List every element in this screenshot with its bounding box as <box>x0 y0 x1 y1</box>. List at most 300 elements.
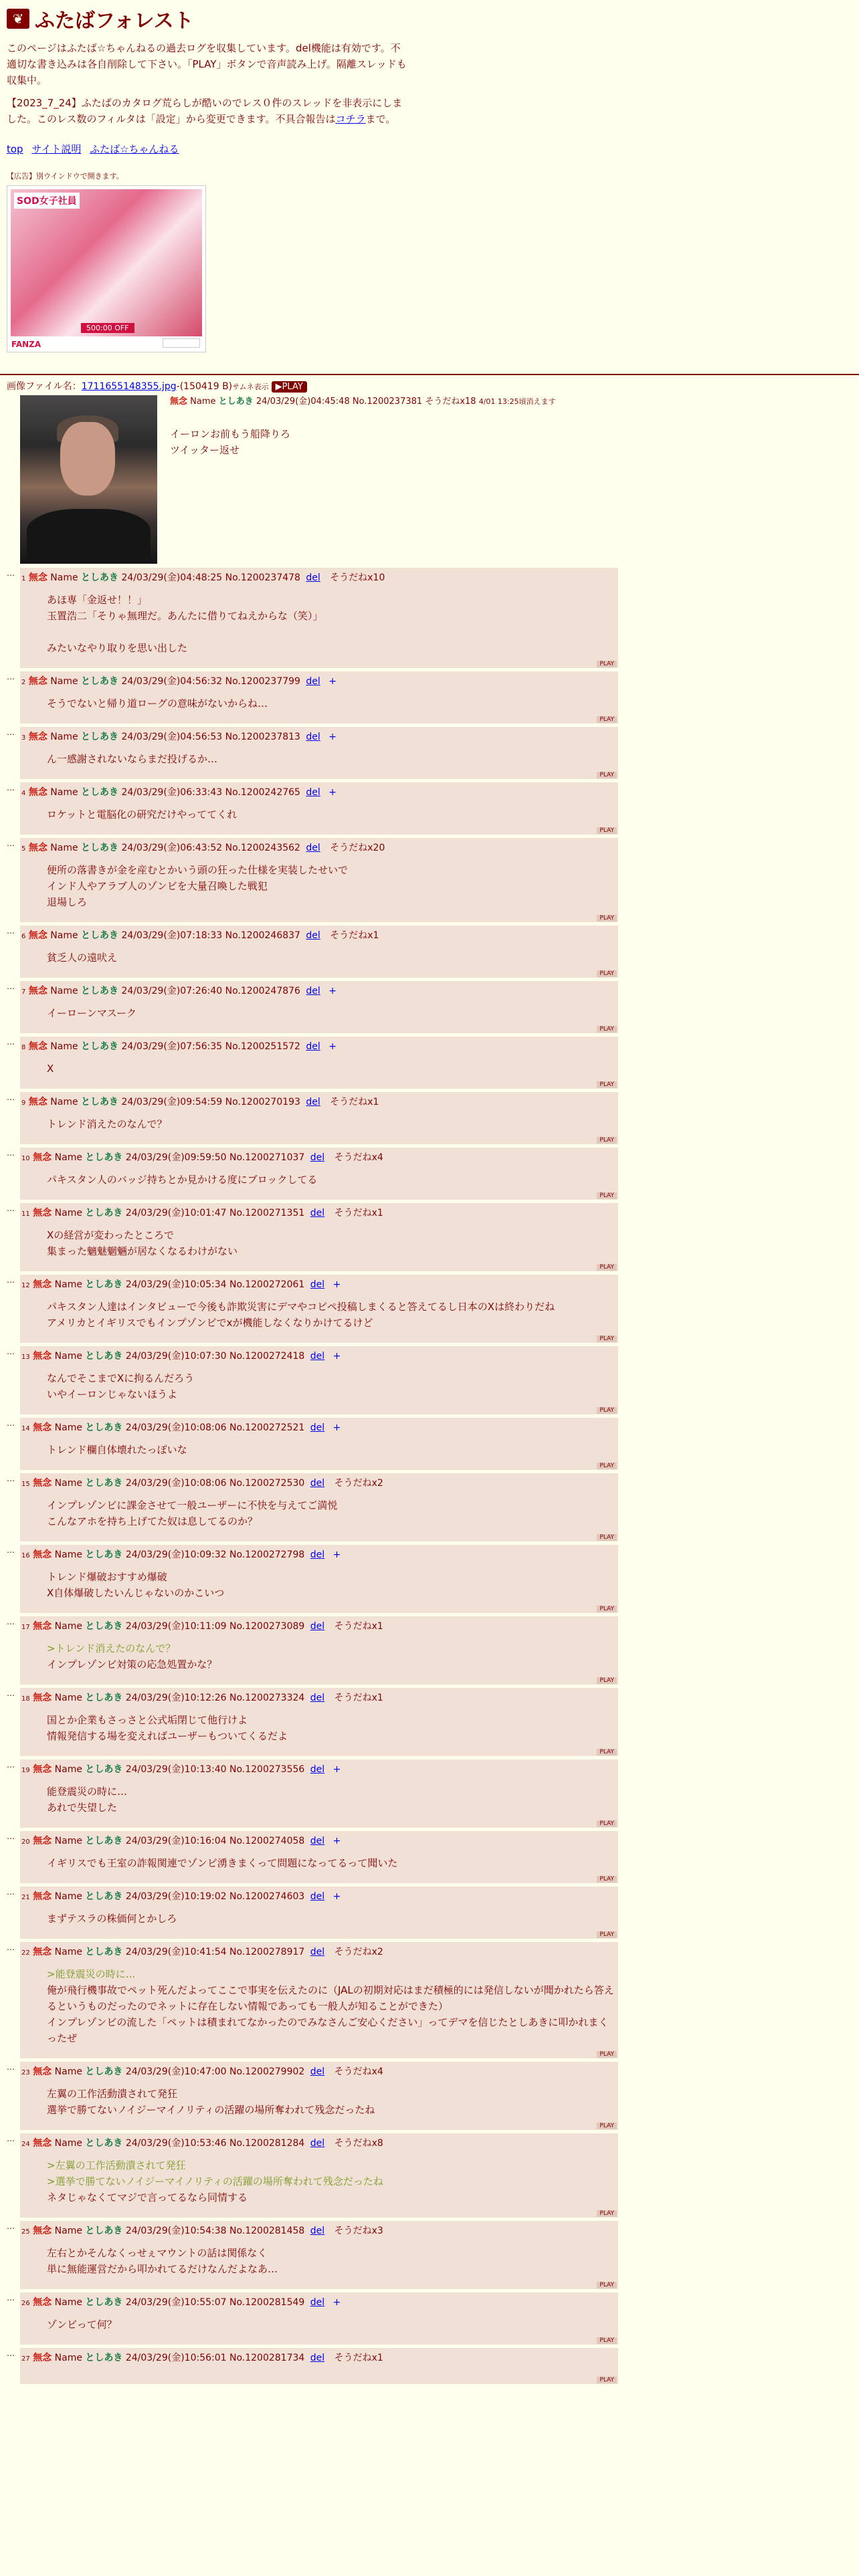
play-button[interactable]: PLAY <box>597 1749 617 1755</box>
del-link[interactable]: del <box>310 1208 325 1218</box>
reply-post <box>7 1688 859 1759</box>
reply-dots: … <box>7 1275 15 1285</box>
reply-no[interactable]: No.1200237799 <box>225 676 300 687</box>
op-post <box>0 393 859 568</box>
reply-body <box>20 2309 618 2345</box>
reply-post <box>7 1831 859 1887</box>
reply-no[interactable]: No.1200272798 <box>229 1549 305 1560</box>
reply-no[interactable]: No.1200272418 <box>229 1351 305 1362</box>
spacer <box>47 1871 618 1883</box>
reply-cell <box>20 1831 618 1883</box>
play-button[interactable]: PLAY <box>597 827 617 834</box>
del-link[interactable]: del <box>310 1351 325 1362</box>
reply-number: 3 <box>21 734 26 742</box>
play-button[interactable]: PLAY <box>597 1677 617 1684</box>
del-link[interactable]: del <box>306 1097 320 1107</box>
body-line: イーローンマスーク <box>47 1007 136 1019</box>
reply-header <box>20 1887 618 1903</box>
play-button[interactable]: PLAY <box>597 970 617 977</box>
body-line: インプレゾンビ対策の応急処置かな？ <box>47 1658 217 1671</box>
reply-no[interactable]: No.1200281458 <box>229 2226 305 2236</box>
ad-image[interactable] <box>11 189 202 336</box>
divider <box>0 374 859 375</box>
op-body <box>170 426 290 458</box>
body-line: インプレゾンビに課金させて一般ユーザーに不快を与えてご満悦 <box>47 1499 338 1511</box>
ad-fanza-logo: FANZA <box>11 340 41 349</box>
spacer <box>47 2333 618 2345</box>
soudane-count[interactable]: そうだねx3 <box>334 2226 383 2236</box>
reply-number: 27 <box>21 2355 30 2363</box>
reply-name: としあき <box>85 1478 123 1489</box>
play-button[interactable]: PLAY <box>597 716 617 723</box>
soudane-count[interactable]: そうだねx8 <box>334 2138 383 2149</box>
quote-line: >能登震災の時に… <box>47 1968 136 1980</box>
reply-name: としあき <box>81 732 119 742</box>
reply-dots: … <box>7 1943 15 1952</box>
reply-cell <box>20 1148 618 1200</box>
reply-number: 1 <box>21 575 26 582</box>
reply-name: としあき <box>85 2353 123 2363</box>
about-link[interactable]: サイト説明 <box>31 143 82 155</box>
reply-name: としあき <box>85 1947 123 1957</box>
play-button[interactable]: PLAY <box>597 1026 617 1033</box>
reply-body <box>20 584 618 668</box>
soudane-plus[interactable]: + <box>328 676 337 687</box>
reply-cell <box>20 1942 618 2058</box>
reply-name-label: Name <box>54 1351 82 1362</box>
body-line: あほ専「金返せ！！」 <box>47 594 148 606</box>
del-link[interactable]: del <box>310 2353 325 2363</box>
reply-no[interactable]: No.1200274603 <box>229 1891 305 1902</box>
del-link[interactable]: del <box>306 930 320 941</box>
play-button[interactable]: PLAY <box>597 2377 617 2383</box>
play-button[interactable]: PLAY <box>597 2282 617 2288</box>
reply-cell <box>20 2348 618 2384</box>
play-button[interactable]: PLAY <box>597 1137 617 1144</box>
soudane-count[interactable]: そうだねx2 <box>334 1478 383 1489</box>
del-link[interactable]: del <box>306 986 320 996</box>
quote-line: >左翼の工作活動潰されて発狂 <box>47 2159 186 2171</box>
op-header <box>170 394 556 407</box>
spacer <box>47 1259 618 1271</box>
reply-post <box>7 1473 859 1545</box>
ad-banner[interactable] <box>7 185 206 352</box>
body-line: 退場しろ <box>47 896 88 908</box>
reply-body <box>20 687 618 724</box>
soudane-plus[interactable]: + <box>332 1836 341 1846</box>
reply-dots: … <box>7 1887 15 1897</box>
reply-no[interactable]: No.1200273324 <box>229 1693 305 1703</box>
del-link[interactable]: del <box>310 1947 325 1957</box>
reply-no[interactable]: No.1200251572 <box>225 1041 300 1052</box>
reply-name: としあき <box>85 1351 123 1362</box>
play-button[interactable]: PLAY <box>597 1606 617 1612</box>
soudane-count[interactable]: そうだねx1 <box>334 1208 383 1218</box>
soudane-count[interactable]: そうだねx1 <box>334 1693 383 1703</box>
body-line: トレンド爆破おすすめ爆破 <box>47 1571 167 1583</box>
spacer <box>47 1021 618 1033</box>
del-link[interactable]: del <box>310 1693 325 1703</box>
reply-body <box>20 743 618 779</box>
reply-no[interactable]: No.1200272521 <box>229 1422 305 1433</box>
op-no[interactable]: No.1200237381 <box>352 397 423 407</box>
reply-body <box>20 1704 618 1756</box>
play-button[interactable]: PLAY <box>597 1335 617 1342</box>
soudane-plus[interactable]: + <box>332 2297 341 2308</box>
reply-datetime: 24/03/29(金)10:01:47 <box>125 1208 227 1218</box>
reply-body <box>20 798 618 835</box>
reply-no[interactable]: No.1200278917 <box>229 1947 305 1957</box>
reply-body <box>20 1434 618 1470</box>
reply-subject: 無念 <box>33 1279 52 1290</box>
play-button[interactable]: PLAY <box>597 1192 617 1199</box>
reply-name: としあき <box>85 2226 123 2236</box>
play-button[interactable]: PLAY <box>597 1407 617 1414</box>
body-line: まずテスラの株価何とかしろ <box>47 1913 177 1925</box>
reply-no[interactable]: No.1200272530 <box>229 1478 305 1489</box>
body-line: パキスタン人のバッジ持ちとか見かける度にブロックしてる <box>47 1174 318 1186</box>
reply-dots: … <box>7 1037 15 1047</box>
reply-post <box>7 1346 859 1418</box>
reply-datetime: 24/03/29(金)09:54:59 <box>121 1097 223 1107</box>
reply-post <box>7 1092 859 1148</box>
reply-name: としあき <box>85 1621 123 1632</box>
reply-datetime: 24/03/29(金)09:59:50 <box>125 1152 227 1163</box>
reply-cell <box>20 1418 618 1470</box>
reply-name: としあき <box>85 2297 123 2308</box>
reply-name-label: Name <box>54 2138 82 2149</box>
soudane-plus[interactable]: + <box>332 1422 341 1433</box>
del-link[interactable]: del <box>310 2226 325 2236</box>
reply-name: としあき <box>85 2066 123 2077</box>
file-link[interactable]: 1711655148355.jpg <box>81 381 177 392</box>
del-link[interactable]: del <box>310 1891 325 1902</box>
reply-name-label: Name <box>54 1152 82 1163</box>
del-link[interactable]: del <box>306 572 320 583</box>
reply-name: としあき <box>85 1422 123 1433</box>
body-line: 玉置浩二「そりゃ無理だ。あんたに借りてねえからな（笑）」 <box>47 610 323 622</box>
reply-header <box>20 727 618 743</box>
soudane-count[interactable]: そうだねx1 <box>334 1621 383 1632</box>
suit-shape <box>27 509 151 564</box>
reply-name: としあき <box>85 2138 123 2149</box>
body-line: いやイーロンじゃないほうよ <box>47 1388 178 1400</box>
reply-number: 7 <box>21 988 26 996</box>
reply-dots: … <box>7 1832 15 1841</box>
soudane-plus[interactable]: + <box>332 1891 341 1902</box>
reply-number: 10 <box>21 1155 30 1162</box>
reply-datetime: 24/03/29(金)10:53:46 <box>125 2138 227 2149</box>
reply-cell <box>20 2062 618 2130</box>
reply-datetime: 24/03/29(金)10:12:26 <box>125 1693 227 1703</box>
soudane-plus[interactable]: + <box>328 732 337 742</box>
reply-name-label: Name <box>50 930 78 941</box>
reply-header <box>20 2348 618 2364</box>
futaba-link[interactable]: ふたば☆ちゃんねる <box>90 143 179 155</box>
quote-line: >選挙で勝てないノイジーマイノリティの活躍の場所奪われて残念だったね <box>47 2175 383 2187</box>
nav-links <box>7 142 852 156</box>
reply-name-label: Name <box>54 1836 82 1846</box>
reply-datetime: 24/03/29(金)10:16:04 <box>125 1836 227 1846</box>
body-line: Xの経営が変わったところで <box>47 1229 174 1241</box>
spacer <box>47 1529 618 1541</box>
reply-name-label: Name <box>54 2353 82 2363</box>
reply-subject: 無念 <box>33 1549 52 1560</box>
soudane-count[interactable]: そうだねx4 <box>334 1152 383 1163</box>
body-line: 左翼の工作活動潰されて発狂 <box>47 2088 178 2100</box>
reply-datetime: 24/03/29(金)07:26:40 <box>121 986 223 996</box>
spacer <box>47 1816 618 1828</box>
reply-name-label: Name <box>54 1549 82 1560</box>
del-link[interactable]: del <box>310 1621 325 1632</box>
reply-body <box>20 1291 618 1343</box>
body-line: みたいなやり取りを思い出した <box>47 642 188 654</box>
reply-no[interactable]: No.1200247876 <box>225 986 300 996</box>
reply-no[interactable]: No.1200270193 <box>225 1097 300 1107</box>
del-link[interactable]: del <box>310 2138 325 2149</box>
body-line: なんでそこまでXに拘るんだろう <box>47 1372 195 1384</box>
soudane-plus[interactable]: + <box>332 1351 341 1362</box>
reply-header <box>20 926 618 942</box>
reply-header <box>20 1759 618 1776</box>
soudane-count[interactable]: そうだねx20 <box>330 843 385 853</box>
reply-no[interactable]: No.1200281284 <box>229 2138 305 2149</box>
reply-post <box>7 727 859 782</box>
reply-number: 17 <box>21 1624 30 1631</box>
reply-cell <box>20 1759 618 1828</box>
reply-name: としあき <box>85 1836 123 1846</box>
reply-no[interactable]: No.1200271037 <box>229 1152 305 1163</box>
del-link[interactable]: del <box>306 843 320 853</box>
reply-name-label: Name <box>54 1478 82 1489</box>
reply-no[interactable]: No.1200246837 <box>225 930 300 941</box>
reply-no[interactable]: No.1200271351 <box>229 1208 305 1218</box>
reply-header <box>20 1688 618 1704</box>
del-link[interactable]: del <box>310 1836 325 1846</box>
reply-dots: … <box>7 2349 15 2358</box>
soudane-plus[interactable]: + <box>332 1549 341 1560</box>
play-button[interactable]: PLAY <box>597 1463 617 1469</box>
reply-name-label: Name <box>54 1947 82 1957</box>
ad-note: 【広告】別ウインドウで開きます。 <box>7 172 124 181</box>
reply-no[interactable]: No.1200273089 <box>229 1621 305 1632</box>
bug-report-link[interactable]: コチラ <box>335 113 366 125</box>
op-soudane[interactable]: そうだねx18 <box>425 397 476 407</box>
soudane-plus[interactable]: + <box>328 787 337 798</box>
del-link[interactable]: del <box>306 676 320 687</box>
soudane-count[interactable]: そうだねx1 <box>330 930 379 941</box>
reply-header <box>20 1831 618 1847</box>
reply-header <box>20 1545 618 1561</box>
reply-no[interactable]: No.1200279902 <box>229 2066 305 2077</box>
reply-no[interactable]: No.1200237478 <box>225 572 300 583</box>
op-image[interactable] <box>20 395 157 564</box>
reply-no[interactable]: No.1200273556 <box>229 1764 305 1775</box>
reply-datetime: 24/03/29(金)10:09:32 <box>125 1549 227 1560</box>
reply-datetime: 24/03/29(金)10:41:54 <box>125 1947 227 1957</box>
spacer <box>47 1673 618 1685</box>
reply-name-label: Name <box>54 1891 82 1902</box>
reply-post <box>7 1759 859 1831</box>
play-button[interactable]: PLAY <box>597 1534 617 1541</box>
reply-name: としあき <box>85 1764 123 1775</box>
reply-dots: … <box>7 1617 15 1626</box>
reply-name-label: Name <box>50 1041 78 1052</box>
reply-subject: 無念 <box>33 1764 52 1775</box>
reply-number: 9 <box>21 1099 26 1107</box>
reply-dots: … <box>7 1148 15 1158</box>
face-shape <box>60 422 115 496</box>
reply-no[interactable]: No.1200274058 <box>229 1836 305 1846</box>
reply-subject: 無念 <box>33 1478 52 1489</box>
del-link[interactable]: del <box>310 1422 325 1433</box>
soudane-count[interactable]: そうだねx1 <box>334 2353 383 2363</box>
reply-name-label: Name <box>54 1422 82 1433</box>
reply-name: としあき <box>81 1041 119 1052</box>
soudane-count[interactable]: そうだねx10 <box>330 572 385 583</box>
del-link[interactable]: del <box>310 2066 325 2077</box>
reply-post <box>7 1037 859 1092</box>
reply-no[interactable]: No.1200272061 <box>229 1279 305 1290</box>
del-link[interactable]: del <box>306 787 320 798</box>
spacer <box>47 823 618 835</box>
reply-body <box>20 2364 618 2384</box>
reply-no[interactable]: No.1200281549 <box>229 2297 305 2308</box>
del-link[interactable]: del <box>310 1764 325 1775</box>
reply-name-label: Name <box>54 2066 82 2077</box>
reply-cell <box>20 2292 618 2345</box>
reply-no[interactable]: No.1200243562 <box>225 843 300 853</box>
play-button[interactable]: PLAY <box>597 2051 617 2058</box>
reply-subject: 無念 <box>33 1947 52 1957</box>
play-button[interactable]: PLAY <box>597 2123 617 2129</box>
reply-cell <box>20 727 618 779</box>
reply-subject: 無念 <box>28 1097 47 1107</box>
reply-dots: … <box>7 728 15 737</box>
op-subject: 無念 <box>170 397 188 407</box>
reply-number: 13 <box>21 1354 30 1361</box>
play-button[interactable]: PLAY <box>597 2337 617 2344</box>
file-info <box>0 379 859 393</box>
reply-header <box>20 568 618 584</box>
reply-header <box>20 1203 618 1219</box>
reply-number: 19 <box>21 1767 30 1774</box>
soudane-count[interactable]: そうだねx4 <box>334 2066 383 2077</box>
play-button[interactable]: PLAY <box>597 772 617 778</box>
spacer <box>47 1188 618 1200</box>
top-link[interactable]: top <box>7 143 23 155</box>
reply-name-label: Name <box>50 676 78 687</box>
soudane-plus[interactable]: + <box>332 1279 341 1290</box>
del-link[interactable]: del <box>310 1279 325 1290</box>
del-link[interactable]: del <box>310 1549 325 1560</box>
play-button[interactable]: PLAY <box>597 1264 617 1271</box>
reply-no[interactable]: No.1200242765 <box>225 787 300 798</box>
reply-name-label: Name <box>54 1621 82 1632</box>
reply-header <box>20 1616 618 1632</box>
soudane-plus[interactable]: + <box>328 1041 337 1052</box>
reply-post <box>7 568 859 671</box>
reply-cell <box>20 568 618 668</box>
reply-dots: … <box>7 1347 15 1356</box>
reply-number: 21 <box>21 1894 30 1901</box>
reply-name: としあき <box>81 787 119 798</box>
reply-subject: 無念 <box>28 787 47 798</box>
reply-body <box>20 1847 618 1883</box>
spacer <box>47 1077 618 1089</box>
del-link[interactable]: del <box>310 1478 325 1489</box>
del-link[interactable]: del <box>306 1041 320 1052</box>
reply-name-label: Name <box>54 1764 82 1775</box>
reply-subject: 無念 <box>33 1422 52 1433</box>
play-button[interactable]: PLAY <box>597 915 617 922</box>
file-label: 画像ファイル名： <box>7 381 82 392</box>
del-link[interactable]: del <box>306 732 320 742</box>
play-button[interactable]: ▶PLAY <box>272 381 307 393</box>
reply-header <box>20 782 618 798</box>
reply-number: 22 <box>21 1949 30 1957</box>
reply-header <box>20 1275 618 1291</box>
reply-subject: 無念 <box>33 1208 52 1218</box>
reply-no[interactable]: No.1200237813 <box>225 732 300 742</box>
soudane-count[interactable]: そうだねx2 <box>334 1947 383 1957</box>
reply-number: 26 <box>21 2300 30 2307</box>
play-button[interactable]: PLAY <box>597 1081 617 1088</box>
reply-number: 24 <box>21 2141 30 2148</box>
spacer <box>47 767 618 779</box>
reply-body <box>20 1053 618 1089</box>
body-line: こんなアホを持ち上げてた奴は息してるのか？ <box>47 1515 258 1527</box>
play-button[interactable]: PLAY <box>597 1820 617 1827</box>
reply-cell <box>20 981 618 1033</box>
body-line: インプレゾンビの流した「ペットは積まれてなかったのでみなさんご安心ください」ってデマを信じたとしあきに叩かれまくったぜ <box>47 2016 609 2044</box>
reply-name-label: Name <box>50 986 78 996</box>
del-link[interactable]: del <box>310 2297 325 2308</box>
spacer <box>47 2206 618 2218</box>
soudane-plus[interactable]: + <box>328 986 337 996</box>
soudane-plus[interactable]: + <box>332 1764 341 1775</box>
reply-post <box>7 1275 859 1346</box>
play-button[interactable]: PLAY <box>597 661 617 667</box>
play-button[interactable]: PLAY <box>597 1931 617 1938</box>
reply-name: としあき <box>85 1549 123 1560</box>
reply-datetime: 24/03/29(金)10:13:40 <box>125 1764 227 1775</box>
reply-subject: 無念 <box>33 1152 52 1163</box>
reply-subject: 無念 <box>33 1891 52 1902</box>
reply-post <box>7 926 859 981</box>
reply-number: 2 <box>21 679 26 686</box>
reply-dots: … <box>7 783 15 792</box>
play-button[interactable]: PLAY <box>597 1876 617 1883</box>
play-button[interactable]: PLAY <box>597 2210 617 2217</box>
reply-datetime: 24/03/29(金)04:48:25 <box>121 572 223 583</box>
body-line: インド人やアラブ人のゾンビを大量召喚した戦犯 <box>47 880 268 892</box>
ad-nav-arrows[interactable] <box>163 338 200 348</box>
body-line: ネタじゃなくてマジで言ってるなら同情する <box>47 2191 248 2204</box>
reply-header <box>20 838 618 854</box>
reply-header <box>20 2292 618 2309</box>
reply-dots: … <box>7 1474 15 1483</box>
reply-no[interactable]: No.1200281734 <box>229 2353 305 2363</box>
reply-datetime: 24/03/29(金)10:08:06 <box>125 1478 227 1489</box>
del-link[interactable]: del <box>310 1152 325 1163</box>
reply-number: 16 <box>21 1552 30 1560</box>
soudane-count[interactable]: そうだねx1 <box>330 1097 379 1107</box>
reply-body <box>20 1958 618 2058</box>
reply-dots: … <box>7 568 15 578</box>
reply-datetime: 24/03/29(金)10:05:34 <box>125 1279 227 1290</box>
reply-body <box>20 2149 618 2218</box>
